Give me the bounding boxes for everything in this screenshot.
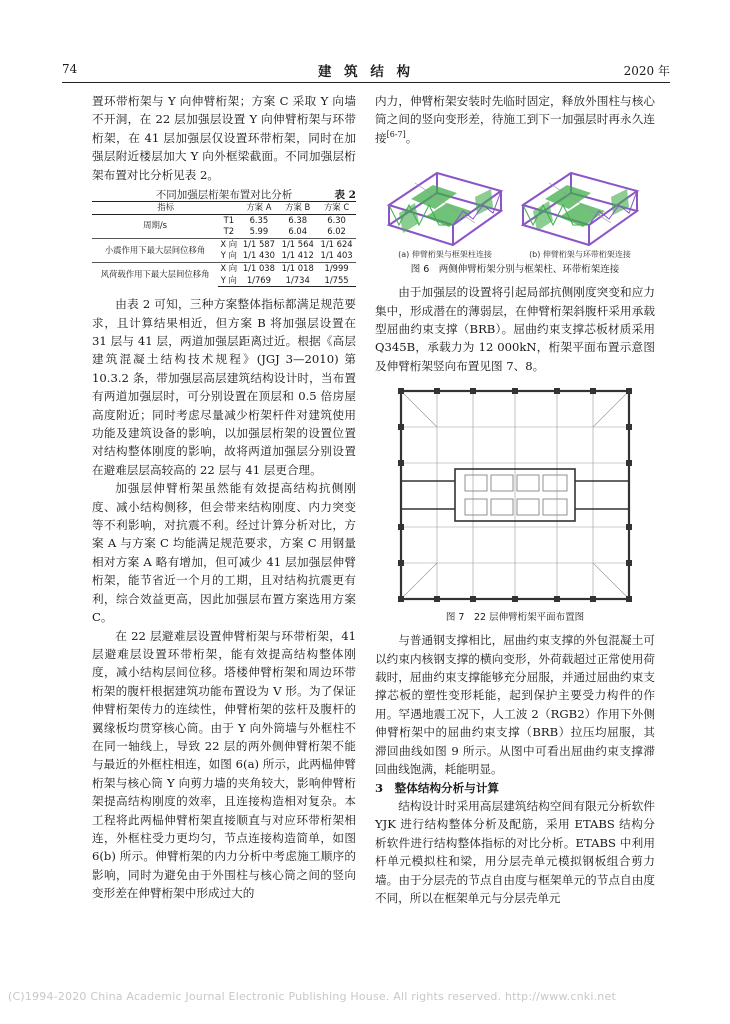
figure-6a-model (389, 173, 501, 245)
cell: 1/734 (278, 275, 317, 287)
table-header: 方案 B (278, 202, 317, 215)
figure-6 (375, 153, 655, 261)
figure-7-caption: 图 7 22 层伸臂桁架平面布置图 (445, 612, 585, 624)
cell: 1/1 018 (278, 263, 317, 275)
page-header (62, 62, 670, 83)
cell: 1/1 430 (242, 250, 275, 261)
table-header: 方案 A (239, 202, 278, 215)
paragraph-text: 内力，伸臂桁架安装时先临时固定，释放外围柱与核心筒之间的竖向变形差，待施工到下一加强层时再永久连接 (375, 94, 655, 145)
cell: 5.99 (249, 226, 269, 237)
paragraph: 置环带桁架与 Y 向伸臂桁架；方案 C 采取 Y 向墙不开洞，在 22 层加强层设置 Y 向伸臂桁架与环带桁架，在 41 层加强层仅设置环带桁架，同时在加强层附近楼层加大 Y 向外框梁截面。不同加强层桁架布置对比分析见表 2。 (92, 94, 356, 182)
table-number: 表 2 (334, 189, 356, 202)
row-sub: Y 向 (218, 275, 239, 287)
cell: 6.35 (249, 214, 269, 225)
table-header: 方案 C (317, 202, 356, 215)
cell: 1/769 (239, 275, 278, 287)
figure-7-plan (395, 383, 635, 607)
row-sub: X 向 (218, 238, 239, 250)
section-heading: 3 整体结构分析与计算 (375, 780, 500, 795)
paragraph: 由表 2 可知，三种方案整体指标都满足规范要求，且计算结果相近，但方案 B 将加强层设置在 31 层与 41 层，两道加强层距离过近。根据《高层建筑混凝土结构技术规程》(JGJ 3—2010) 第 10.3.2 条，带加强层高层建筑结构设计时，当布置有两道加强层时，可分别设置在顶层和 0.5 倍房屋高度附近；同时考虑尽量减少桁架杆件对建筑使用功能及建筑设备的影响，以加强层桁架的设置位置对结构整体刚度的影响，故将两道加强层分别设置在避难层层高较高的 22 层与 41 层更合理。 (92, 297, 356, 477)
paragraph: 由于加强层的设置将引起局部抗侧刚度突变和应力集中，形成潜在的薄弱层，在伸臂桁架斜腹杆采用承载型屈曲约束支撑（BRB）。屈曲约束支撑芯板材质采用 Q345B，承载力为 12 000kN，桁架平面布置示意图及伸臂桁架竖向布置见图 7、8。 (375, 285, 655, 373)
right-column (375, 92, 655, 907)
cell: 6.38 (288, 214, 308, 225)
paragraph-end: 。 (405, 130, 418, 145)
cell: 1/1 403 (320, 250, 353, 261)
paragraph (375, 92, 655, 147)
figure-6b-label: (b) 伸臂桁架与环带桁架连接 (529, 250, 631, 260)
journal-year: 2020 年 (623, 64, 670, 78)
cell: 1/1 038 (239, 263, 278, 275)
cell: 1/755 (317, 275, 356, 287)
row-sub: T2 (223, 226, 235, 237)
cell: 1/1 624 (317, 238, 356, 250)
comparison-table (92, 201, 356, 287)
paragraph: 加强层伸臂桁架虽然能有效提高结构抗侧刚度、减小结构侧移，但会带来结构刚度、内力突变等不利影响，对抗震不利。经过计算分析对比，方案 A 与方案 C 均能满足规范要求，方案 C 用钢量相对方案 A 略有增加，但可减少 41 层加强层伸臂桁架，能节省近一个月的工期，且对结构抗震更有利，综合效益更高，因此加强层布置方案选用方案 C。 (92, 481, 356, 625)
figure-6-drawing (375, 153, 655, 261)
cell: 6.30 (327, 214, 346, 225)
figure-7 (395, 383, 635, 607)
row-sub: Y 向 (220, 250, 237, 261)
row-label: 风荷载作用下最大层间位移角 (92, 263, 218, 287)
copyright-footer: (C)1994-2020 China Academic Journal Electronic Publishing House. All rights reserved. http://www.cnki.net (8, 990, 616, 1003)
row-sub: T1 (223, 214, 235, 225)
figure-6b-model (523, 173, 637, 245)
cell: 6.04 (288, 226, 308, 237)
figure-6a-label: (a) 伸臂桁架与框架柱连接 (398, 250, 492, 260)
table-header: 指标 (92, 202, 239, 215)
row-label: 小震作用下最大层间位移角 (92, 238, 218, 262)
row-label: 周期/s (143, 220, 168, 231)
cell: 1/999 (317, 263, 356, 275)
cell: 6.02 (327, 226, 346, 237)
citation-ref: [6-7] (386, 129, 406, 139)
table-header-row (92, 202, 356, 215)
table-row (92, 238, 356, 250)
table-row (92, 263, 356, 275)
left-column (92, 92, 356, 903)
paragraph: 结构设计时采用高层建筑结构空间有限元分析软件 YJK 进行结构整体分析及配筋，采用 ETABS 结构分析软件进行结构整体指标的对比分析。ETABS 中利用杆单元模拟柱和梁，用分层壳单元模拟钢板组合剪力墙。由于分层壳的节点自由度与框架单元的节点自由度不同，所以在框架单元与分层壳单元 (375, 798, 655, 905)
table-row (92, 214, 356, 226)
cell: 1/1 564 (278, 238, 317, 250)
cell: 1/1 412 (281, 250, 314, 261)
paragraph: 在 22 层避难层设置伸臂桁架与环带桁架，41 层避难层设置环带桁架，能有效提高结构整体刚度，减小结构层间位移。塔楼伸臂桁架和周边环带桁架的腹杆根据建筑功能布置设为 V 形。为了保证伸臂桁架传力的连续性，伸臂桁架的弦杆及腹杆的翼缘板均贯穿核心筒。由于 Y 向外筒墙与外框柱不在同一轴线上，导致 22 层的两外侧伸臂桁架不能与最近的外框柱相连，如图 6(a) 所示，此两榀伸臂桁架与核心筒 Y 向剪力墙的夹角较大，影响伸臂桁架提高结构刚度的效率，且连接构造相对复杂。本工程将此两榀伸臂桁架直接顺直与对应环带桁架相连，外框柱受力更均匀，节点连接构造简单，如图 6(b) 所示。伸臂桁架的内力分析中考虑施工顺序的影响，同时为避免由于外围柱与核心筒之间的竖向变形差在伸臂桁架中形成过大的 (92, 628, 356, 901)
paragraph: 与普通钢支撑相比，屈曲约束支撑的外包混凝土可以约束内核钢支撑的横向变形，外荷载超过正常使用荷载时，屈曲约束支撑能够充分屈服，并通过屈曲约束支撑芯板的塑性变形耗能，起到保护主要受力构件的作用。罕遇地震工况下，人工波 2（RGB2）作用下外侧伸臂桁架中的屈曲约束支撑（BRB）拉压均屈服，其滞回曲线如图 9 所示。从图中可看出屈曲约束支撑滞回曲线饱满，耗能明显。 (375, 633, 655, 777)
row-sub: X 向 (218, 263, 239, 275)
figure-6-caption: 图 6 两侧伸臂桁架分别与框架柱、环带桁架连接 (410, 264, 620, 276)
cell: 1/1 587 (239, 238, 278, 250)
page-number: 74 (62, 62, 78, 76)
journal-title: 建 筑 结 构 (317, 64, 415, 80)
table-caption (92, 186, 356, 201)
table-caption-text: 不同加强层桁架布置对比分析 (155, 189, 293, 202)
